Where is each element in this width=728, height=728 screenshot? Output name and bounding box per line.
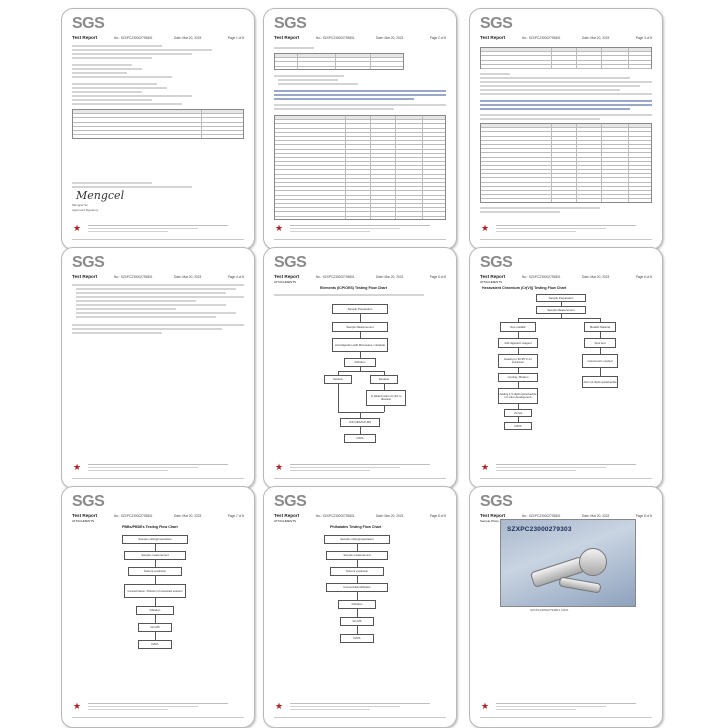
report-page-5[interactable] [263, 247, 457, 489]
doc-title: Test Report [72, 274, 98, 279]
doc-title: Test Report Sample Photo [480, 513, 506, 523]
doc-title: Test Report [480, 35, 506, 40]
doc-title: Test Report ATTACHMENTS [274, 513, 300, 523]
sgs-star-icon: ★ [274, 223, 284, 233]
flow-step: Concentration/Dilution [326, 583, 388, 592]
doc-title: Test Report ATTACHMENTS [72, 513, 98, 523]
report-page-8[interactable] [263, 486, 457, 728]
flow-step: GC-MS [340, 617, 374, 626]
page-number: Page 1 of 8 [227, 36, 244, 40]
flow-step: Sample Measurement [536, 306, 586, 314]
flow-step: Sample Measurement [332, 322, 388, 332]
flow-step: Colorimetric method [582, 354, 618, 368]
report-number: No.: SZXPC230002793801 [114, 36, 153, 40]
sgs-logo: SGS [274, 15, 307, 32]
sgs-logo: SGS [72, 254, 105, 271]
flow-step: Heating to 90-95°C for extraction [498, 354, 538, 368]
report-number: No.: SZXPC230002793801 [316, 275, 355, 279]
conclusion-table [72, 109, 244, 139]
flow-step: Sample Preparation [536, 294, 586, 302]
flow-step: Non-metallic [500, 322, 536, 332]
page-number: Page 5 of 8 [429, 275, 446, 279]
report-date: Date: Mar 20, 2023 [582, 275, 610, 279]
page-number: Page 4 of 8 [227, 275, 244, 279]
flow-step: Filtration [344, 358, 376, 367]
flow-step: Solution [324, 375, 352, 384]
report-date: Date: Mar 20, 2023 [376, 36, 404, 40]
flow-step: Filtration [338, 600, 376, 609]
results-table [274, 115, 446, 220]
sgs-star-icon: ★ [274, 462, 284, 472]
flow-step: ICP-OES/ICP-MS [340, 418, 380, 427]
flow-chart-title: Phthalates Testing Flow Chart [330, 525, 382, 529]
sgs-logo: SGS [72, 15, 105, 32]
flow-step: Add digestion reagent [498, 338, 538, 348]
hinge-cup [579, 548, 607, 576]
flow-step: Residue [370, 375, 398, 384]
sgs-logo: SGS [72, 493, 105, 510]
report-page-7[interactable] [61, 486, 255, 728]
results-table-continued [480, 47, 652, 69]
doc-title: Test Report [72, 35, 98, 40]
hinge-arm [558, 576, 601, 593]
report-page-4[interactable] [61, 247, 255, 489]
report-date: Date: Mar 20, 2023 [174, 36, 202, 40]
report-page-2[interactable] [263, 8, 457, 250]
sgs-star-icon: ★ [480, 462, 490, 472]
sgs-star-icon: ★ [480, 701, 490, 711]
report-number: No.: SZXPC230002793801 [114, 275, 153, 279]
flow-step: Concentration / Dilution of extracted solution [124, 584, 186, 598]
signatory-title: Approved Signatory [72, 208, 99, 212]
report-date: Date: Mar 20, 2023 [376, 275, 404, 279]
flow-step: Solvent extraction [330, 567, 384, 576]
report-page-9[interactable] [469, 486, 663, 728]
photo-sample-label: SZXPC23000279303 [507, 526, 572, 533]
sgs-logo: SGS [274, 254, 307, 271]
flow-step: Cooling, filtration [498, 373, 538, 382]
report-date: Date: Mar 20, 2023 [582, 36, 610, 40]
signature: Mengcel [76, 189, 125, 202]
flow-step: 1) Alkali Fusion 2) HCl to dissolve [366, 390, 406, 406]
sgs-star-icon: ★ [72, 223, 82, 233]
phthalates-table [480, 123, 652, 203]
report-number: No.: SZXPC230002793801 [316, 514, 355, 518]
report-number: No.: SZXPC230002793801 [522, 36, 561, 40]
page-number: Page 6 of 8 [635, 275, 652, 279]
report-page-6[interactable] [469, 247, 663, 489]
report-date: Date: Mar 20, 2023 [174, 514, 202, 518]
doc-title: Test Report [274, 35, 300, 40]
flow-chart-title: PBBs/PBDEs Testing Flow Chart [122, 525, 178, 529]
flow-step: Sample measurement [326, 551, 388, 560]
page-number: Page 3 of 8 [635, 36, 652, 40]
sample-table [274, 53, 404, 70]
flow-step: Filtration [136, 606, 174, 615]
flow-step: Sample measurement [124, 551, 186, 560]
sample-photo[interactable] [500, 519, 636, 607]
doc-title: Test Report ATTACHMENTS [274, 274, 300, 284]
flow-step: DATA [340, 634, 374, 643]
report-date: Date: Mar 20, 2023 [582, 514, 610, 518]
sgs-star-icon: ★ [72, 701, 82, 711]
flow-step: Adding 1,5-diphenylcarbazide for color development [498, 388, 538, 404]
flow-step: Acid digestion with Microwave / Hotplate [332, 338, 388, 352]
sgs-logo: SGS [480, 254, 513, 271]
sgs-star-icon: ★ [274, 701, 284, 711]
flow-step: DATA [504, 422, 532, 430]
sgs-star-icon: ★ [72, 462, 82, 472]
report-number: No.: SZXPC230002793801 [316, 36, 355, 40]
report-number: No.: SZXPC230002793801 [522, 514, 561, 518]
flow-step: Metallic Material [584, 322, 616, 332]
sgs-star-icon: ★ [480, 223, 490, 233]
flow-step: GC-MS [138, 623, 172, 632]
flow-chart-title: Hexavalent Chromium (Cr(VI)) Testing Flow Chart [482, 286, 567, 290]
sgs-logo: SGS [480, 15, 513, 32]
photo-caption: SZXPC230002793801 CN01 [530, 608, 569, 612]
page-number: Page 8 of 8 [429, 514, 446, 518]
flow-step: UV-Vis [504, 409, 532, 417]
flow-step: Sample cutting/preparation [122, 535, 188, 544]
flow-step: Sample cutting/preparation [324, 535, 390, 544]
signatory-name: Mengcel Su [72, 203, 88, 207]
flow-chart-title: Elements (ICP/OES) Testing Flow Chart [320, 286, 388, 290]
report-page-1[interactable] [61, 8, 255, 250]
sgs-logo: SGS [480, 493, 513, 510]
flow-step: Add 1,5-diphenylcarbazide [582, 376, 618, 388]
doc-title: Test Report ATTACHMENTS [480, 274, 506, 284]
report-date: Date: Mar 20, 2023 [376, 514, 404, 518]
flow-step: DATA [344, 434, 376, 443]
report-page-3[interactable] [469, 8, 663, 250]
flow-step: Solvent extraction [128, 567, 182, 576]
sgs-logo: SGS [274, 493, 307, 510]
report-number: No.: SZXPC230002793801 [522, 275, 561, 279]
flow-step: Spot test [584, 338, 616, 348]
report-number: No.: SZXPC230002793801 [114, 514, 153, 518]
flow-step: DATA [138, 640, 172, 649]
page-number: Page 2 of 8 [429, 36, 446, 40]
report-date: Date: Mar 20, 2023 [174, 275, 202, 279]
page-number: Page 8 of 8 [635, 514, 652, 518]
flow-step: Sample Preparation [332, 304, 388, 314]
page-number: Page 7 of 8 [227, 514, 244, 518]
